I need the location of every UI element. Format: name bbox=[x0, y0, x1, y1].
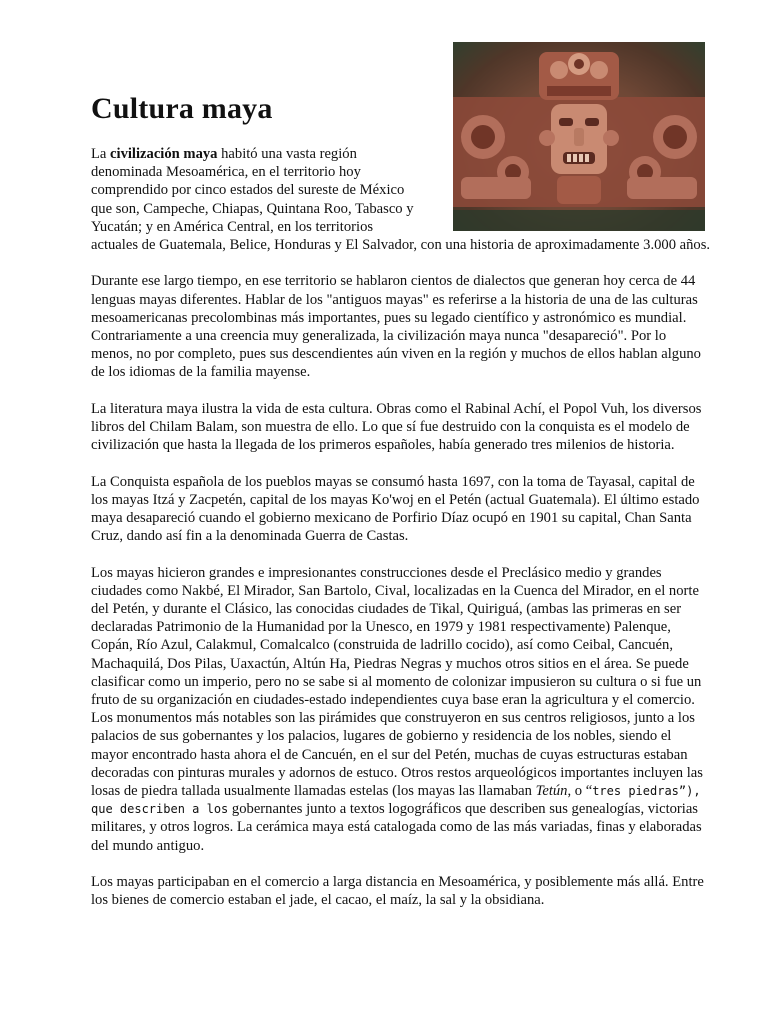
intro-line-4: que son, Campeche, Chiapas, Quintana Roo, Tabasco y bbox=[91, 200, 414, 217]
intro-line-3: comprendido por cinco estados del sureste de México bbox=[91, 182, 405, 199]
paragraph-4: La Conquista española de los pueblos mayas se consumó hasta 1697, con la toma de Tayasal, capital de los mayas Itzá y Zacpetén, capital de los mayas Ko'woj en el Petén (actual Guatemala). El último estado maya desapareció cuando el gobierno mexicano de Porfirio Díaz ocupó en 1901 su capital, Chan Santa Cruz, dando así fin a la denominada Guerra de Castas. bbox=[91, 473, 700, 545]
paragraph-3: La literatura maya ilustra la vida de esta cultura. Obras como el Rabinal Achí, el Popol Vuh, los diversos libros del Chilam Balam, son muestra de ello. Lo que sí fue destruido con la conquista es el modelo de civilización que hasta la llegada de los primeros españoles, había generado tres milenios de historia. bbox=[91, 400, 702, 454]
intro-line-1: habitó una vasta región bbox=[217, 146, 357, 162]
paragraph-1 bbox=[91, 145, 711, 254]
intro-line-2: denominada Mesoamérica, en el territorio hoy bbox=[91, 164, 361, 181]
paragraph-5 bbox=[91, 564, 711, 855]
paragraph-6: Los mayas participaban en el comercio a larga distancia en Mesoamérica, y posiblemente más allá. Entre los bienes de comercio estaban el jade, el cacao, el maíz, la sal y la obsidiana. bbox=[91, 874, 704, 909]
paragraph-2: Durante ese largo tiempo, en ese territorio se hablaron cientos de dialectos que generan hoy cerca de 44 lenguas mayas diferentes. Hablar de los "antiguos mayas" es referirse a la historia de una de las culturas mesoamericanas precolombinas más importantes, pues su legado científico y astronómico es mundial. Contrariamente a una creencia muy generalizada, la civilización maya nunca "desapareció". Por lo menos, no por completo, pues sus descendientes aún viven en la región y muchos de ellos hablan alguno de los idiomas de la familia mayense. bbox=[91, 273, 701, 381]
p5-main: Los mayas hicieron grandes e impresionantes construcciones desde el Preclásico medio y grandes ciudades como Nakbé, El Mirador, San Bartolo, Cival, localizadas en la Cuenca del Mirador, en el norte del Petén, y durante el Clásico, las conocidas ciudades de Tikal, Quiriguá, (ambas las primeras en ser declaradas Patrimonio de la Humanidad por la Unesco, en 1979 y 1981 respectivamente) Palenque, Copán, Río Azul, Calakmul, Comalcalco (construida de ladrillo cocido), así como Ceibal, Cancuén, Machaquilá, Dos Pilas, Uaxactún, Altún Ha, Piedras Negras y muchos otros sitios en el área. Se puede clasificar como un imperio, pero no se sabe si al momento de colonizar impusieron su cultura o si fue un fruto de su organización en ciudades-estado independientes cuya base eran la agricultura y el comercio. Los monumentos más notables son las pirámides que construyeron en sus centros religiosos, junto a los palacios de sus gobernantes y los palacios, lugares de gobierno y residencia de los nobles, siendo el mayor encontrado hasta ahora el de Cancuén, en el sur del Petén, muchas de cuyas estructuras estaban decoradas con pinturas murales y adornos de estuco. Otros restos arqueológicos importantes incluyen las losas de piedra tallada usualmente llamadas estelas (los mayas las llamaban bbox=[91, 564, 703, 800]
p5-after-italic: , o “ bbox=[567, 783, 593, 800]
page-title: Cultura maya bbox=[91, 92, 273, 125]
intro-wrap bbox=[91, 145, 443, 236]
intro-line-5: Yucatán; y en América Central, en los territorios bbox=[91, 218, 374, 235]
p5-italic-term: Tetún bbox=[535, 783, 568, 800]
p5-end: gobernantes junto a textos logográficos que describen sus genealogías, victorias militares, y otros logros. La cerámica maya está catalogada como de las más variadas, finas y elaboradas del mundo antiguo. bbox=[91, 801, 702, 854]
article-body bbox=[91, 145, 711, 928]
intro-rest: actuales de Guatemala, Belice, Honduras y El Salvador, con una historia de aproximadamente 3.000 años. bbox=[91, 237, 711, 254]
intro-bold-term: civilización maya bbox=[110, 146, 218, 162]
p5-mono-fragment: tres piedras”), que describen a los bbox=[91, 784, 701, 817]
intro-lead: La bbox=[91, 146, 111, 162]
